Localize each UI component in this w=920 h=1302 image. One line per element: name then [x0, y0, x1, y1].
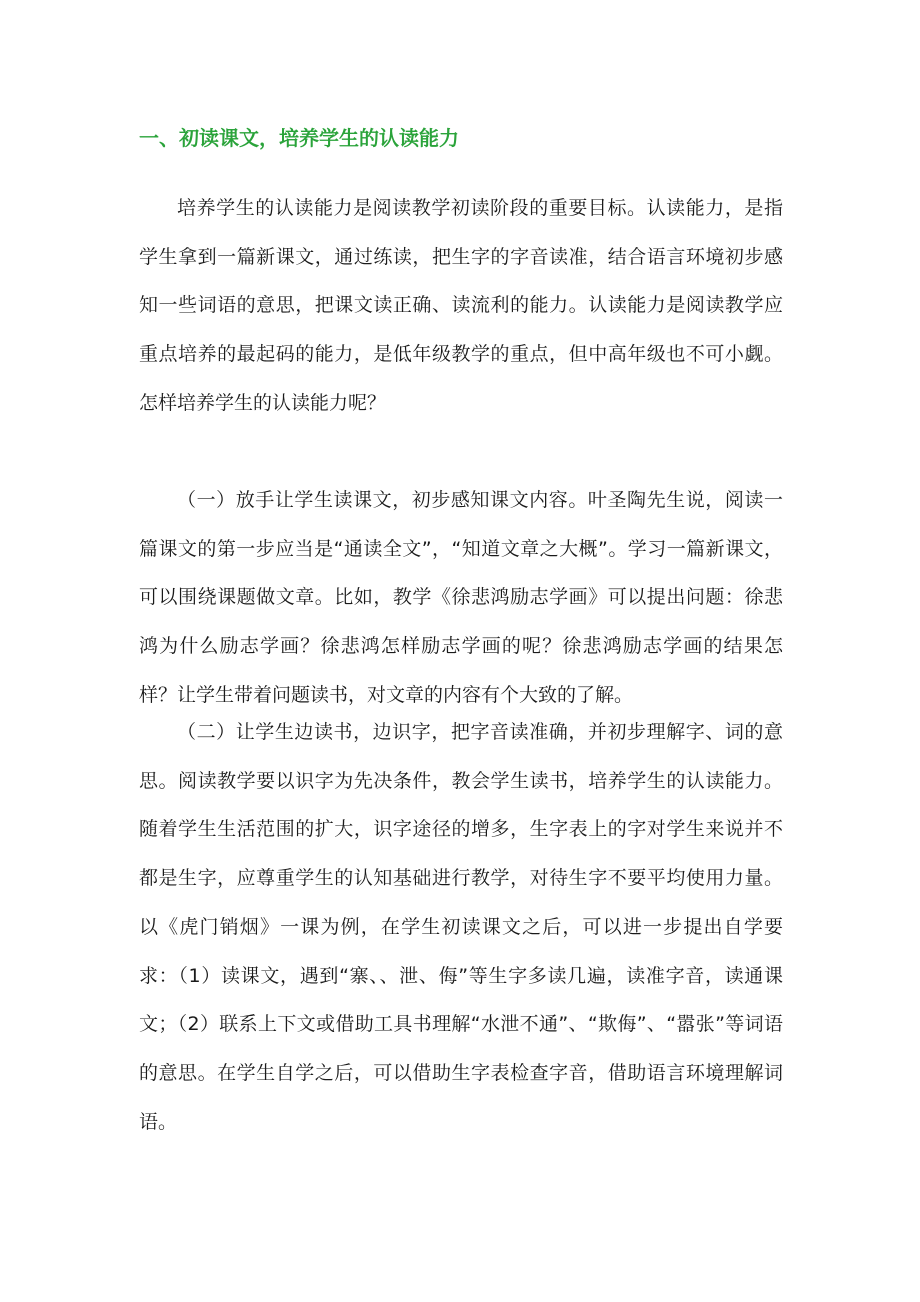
paragraph-reading-ability: 培养学生的认读能力是阅读教学初读阶段的重要目标。认读能力，是指学生拿到一篇新课文，通过练读，把生字的字音读准，结合语言环境初步感知一些词语的意思，把课文读正确、读流利的能力。认读能力是阅读教学应重点培养的最起码的能力，是低年级教学的重点，但中高年级也不可小觑。怎样培养学生的认读能力呢？ — [139, 197, 783, 414]
paragraph-read-and-learn-characters: （二）让学生边读书，边识字，把字音读准确，并初步理解字、词的意思。阅读教学要以识字为先决条件，教会学生读书，培养学生的认读能力。随着学生生活范围的扩大，识字途径的增多，生字表上的字对学生来说并不都是生字，应尊重学生的认知基础进行教学，对待生字不要平均使用力量。以《虎门销烟》一课为例，在学生初读课文之后，可以进一步提出自学要求：（1）读课文，遇到“寨、、泄、侮”等生字多读几遍，读准字音，读通课文；（2）联系上下文或借助工具书理解“水泄不通”、“欺侮”、“嚣张”等词语的意思。在学生自学之后，可以借助生字表检查字音，借助语言环境理解词语。 — [139, 721, 783, 1133]
section-heading: 一、初读课文，培养学生的认读能力 — [139, 126, 459, 150]
paragraph-read-text-freely: （一）放手让学生读课文，初步感知课文内容。叶圣陶先生说，阅读一篇课文的第一步应当是“通读全文”，“知道文章之大概”。学习一篇新课文，可以围绕课题做文章。比如，教学《徐悲鸿励志学画》可以提出问题：徐悲鸿为什么励志学画？徐悲鸿怎样励志学画的呢？徐悲鸿励志学画的结果怎样？让学生带着问题读书，对文章的内容有个大致的了解。 — [139, 489, 783, 706]
